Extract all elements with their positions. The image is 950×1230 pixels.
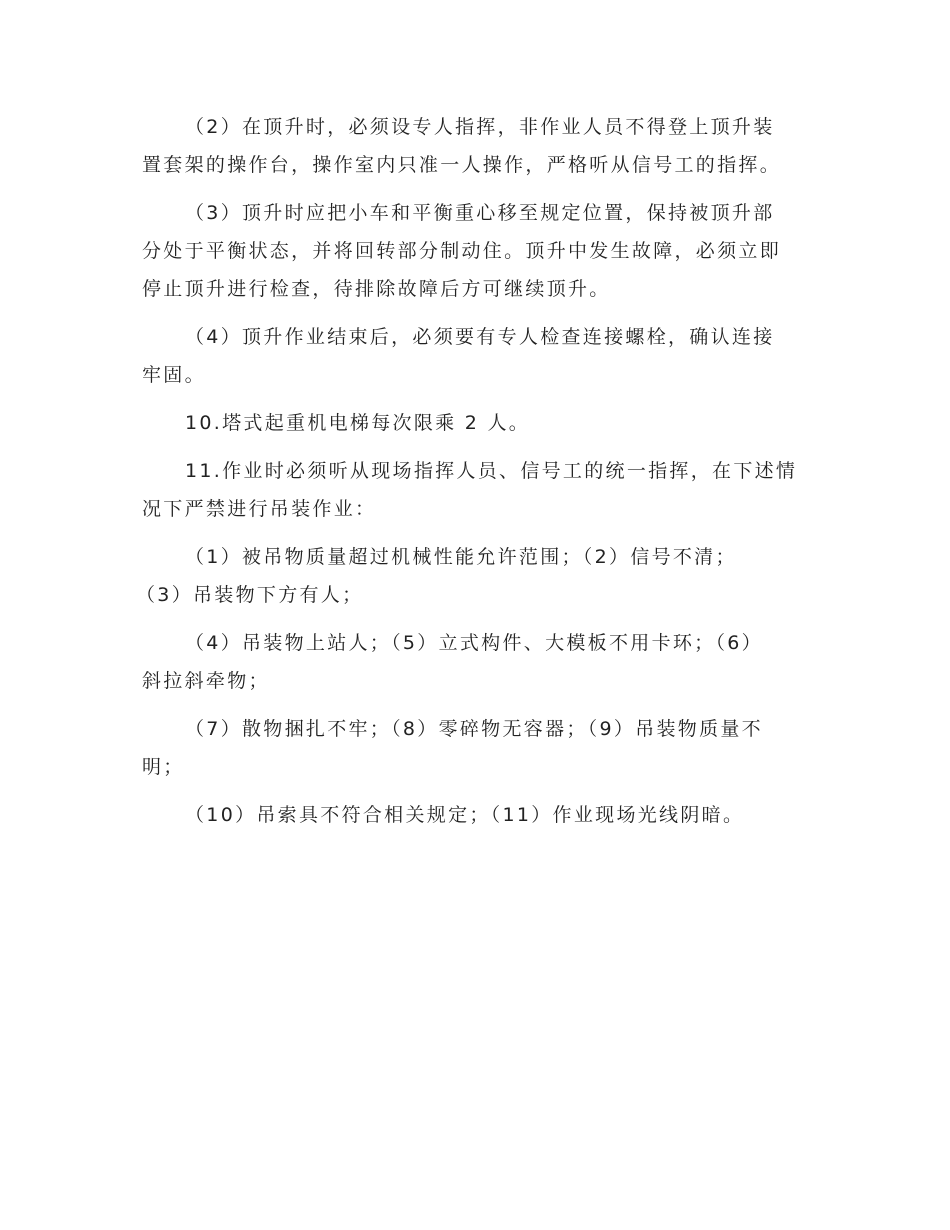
text-line: 停止顶升进行检查，待排除故障后方可继续顶升。: [142, 278, 611, 300]
paragraph-prohibition-items-2: [142, 624, 810, 700]
paragraph-jacking-balance: [142, 194, 810, 308]
paragraph-lifting-prohibitions: [142, 452, 810, 528]
paragraph-prohibition-items-3: [142, 710, 810, 786]
text-line: （3）吊装物下方有人；: [136, 584, 364, 606]
paragraph-jacking-command: [142, 108, 810, 184]
text-line: 明；: [142, 756, 185, 778]
text-line: 10.塔式起重机电梯每次限乘 2 人。: [185, 412, 531, 434]
text-line: （10）吊索具不符合相关规定；（11）作业现场光线阴暗。: [185, 804, 745, 826]
text-line: （7）散物捆扎不牢；（8）零碎物无容器；（9）吊装物质量不: [185, 718, 763, 740]
text-line: （4）吊装物上站人；（5）立式构件、大模板不用卡环；（6）: [185, 632, 763, 654]
text-line: 分处于平衡状态，并将回转部分制动住。顶升中发生故障，必须立即: [142, 240, 782, 262]
text-line: （4）顶升作业结束后，必须要有专人检查连接螺栓，确认连接: [185, 326, 775, 348]
text-line: 况下严禁进行吊装作业：: [142, 498, 377, 520]
text-line: （2）在顶升时，必须设专人指挥，非作业人员不得登上顶升装: [185, 116, 775, 138]
text-line: 斜拉斜牵物；: [142, 670, 270, 692]
paragraph-prohibition-items-4: [142, 796, 810, 834]
text-line: 11.作业时必须听从现场指挥人员、信号工的统一指挥，在下述情: [185, 460, 798, 482]
paragraph-jacking-inspection: [142, 318, 810, 394]
paragraph-prohibition-items-1: [136, 538, 810, 614]
text-line: （3）顶升时应把小车和平衡重心移至规定位置，保持被顶升部: [185, 202, 775, 224]
text-line: 牢固。: [142, 364, 206, 386]
text-line: （1）被吊物质量超过机械性能允许范围；（2）信号不清；: [185, 546, 737, 568]
document-body: [136, 108, 810, 844]
paragraph-elevator-limit: [142, 404, 810, 442]
text-line: 置套架的操作台，操作室内只准一人操作，严格听从信号工的指挥。: [142, 154, 782, 176]
